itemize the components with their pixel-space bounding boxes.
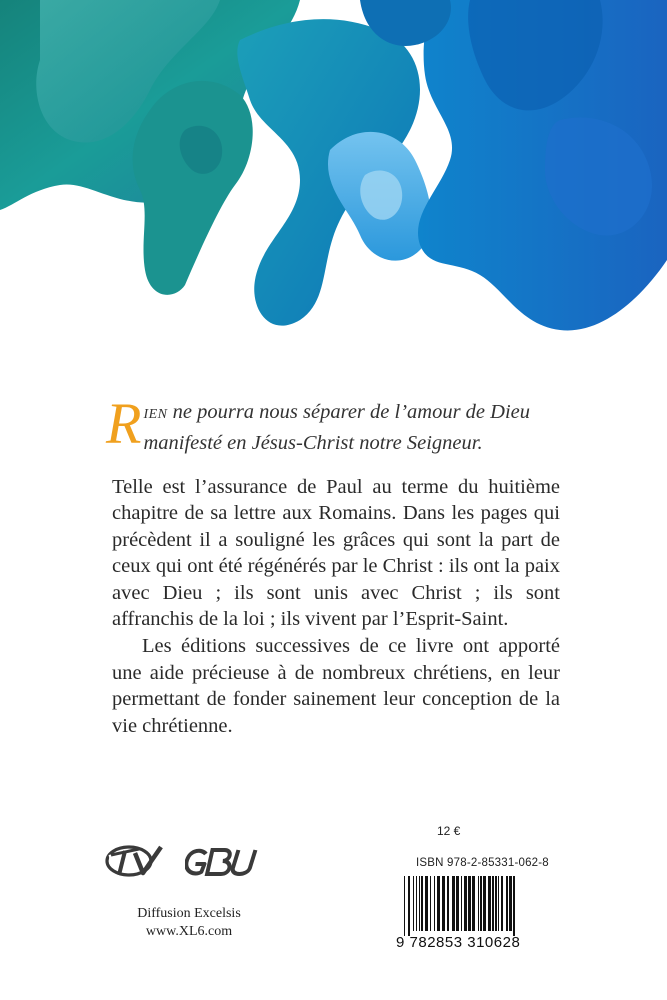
quote-small-caps: IEN [143, 407, 168, 422]
distributor-website: www.XL6.com [145, 924, 233, 939]
price: 12 € [437, 824, 461, 838]
barcode [398, 876, 550, 936]
distributor-name: Diffusion Excelsis [137, 906, 241, 921]
cover-art-swirls [0, 0, 667, 340]
paragraph: Telle est l’assurance de Paul au terme du huitième chapitre de sa lettre aux Romains. Dans les pages qui précèdent il a souligné les grâces qui sont la part de ceux qui ont été régénérés par le Christ : ils ont la paix avec Dieu ; ils sont unis avec Christ ; ils sont affranchis de la loi ; ils vivent par l’Esprit-Saint. [112, 476, 560, 631]
publisher-logo-gbu [185, 846, 263, 878]
quote-text: ne pourra nous séparer de l’amour de Dieu manifesté en Jésus-Christ notre Seigneur. [143, 401, 531, 454]
distributor-info [120, 905, 258, 941]
back-cover-text [112, 474, 560, 739]
barcode-digits: 9 782853 310628 [396, 934, 521, 951]
drop-cap: R [106, 391, 142, 456]
epigraph-quote [106, 391, 560, 458]
isbn: ISBN 978-2-85331-062-8 [416, 857, 549, 869]
publisher-logo-tv [105, 843, 165, 879]
paragraph: Les éditions successives de ce livre ont apporté une aide précieuse à de nombreux chrétiens, en leur permettant de fonder sainement leur conception de la vie chrétienne. [112, 635, 560, 737]
